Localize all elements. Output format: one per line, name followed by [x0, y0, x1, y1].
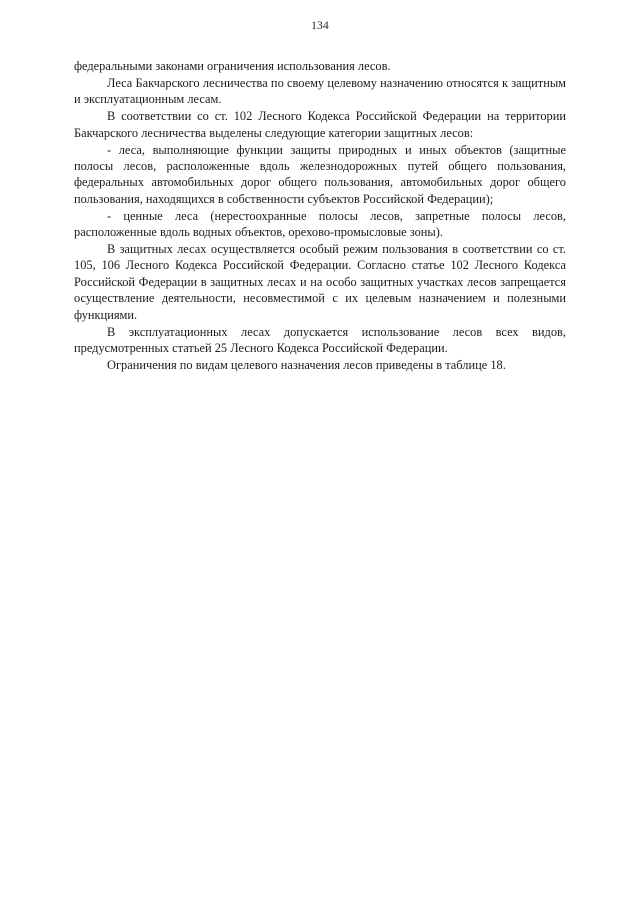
paragraph-8: Ограничения по видам целевого назначения лесов приведены в таблице 18.: [107, 357, 506, 372]
paragraph-2: Леса Бакчарского лесничества по своему целевому назначению относятся к защитным и эксплуатационным лесам.: [74, 75, 566, 107]
paragraph-6: В защитных лесах осуществляется особый режим пользования в соответствии со ст. 105, 106 Лесного Кодекса Российской Федерации. Согласно статье 102 Лесного Кодекса Российской Федерации в защитных лесах и на особо защитных участках лесов запрещается осуществление деятельности, несовместимой с их целевым назначением и полезными функциями.: [74, 241, 566, 322]
paragraph-7: В эксплуатационных лесах допускается использование лесов всех видов, предусмотренных статьей 25 Лесного Кодекса Российской Федерации.: [74, 324, 566, 355]
paragraph-1: федеральными законами ограничения использования лесов.: [74, 59, 391, 73]
document-body: [74, 58, 566, 374]
paragraph-3: В соответствии со ст. 102 Лесного Кодекса Российской Федерации на территории Бакчарского лесничества выделены следующие категории защитных лесов:: [74, 109, 566, 140]
page-number: 134: [311, 20, 329, 32]
paragraph-4-list-item: - леса, выполняющие функции защиты природных и иных объектов (защитные полосы лесов, расположенные вдоль железнодорожных путей общего пользования, федеральных автомобильных дорог общего пользования, автомобильных дорог общего пользования, находящихся в собственности субъектов Российской Федерации);: [74, 142, 566, 206]
paragraph-5-list-item: - ценные леса (нерестоохранные полосы лесов, запретные полосы лесов, расположенные вдоль водных объектов, орехово-промысловые зоны).: [74, 208, 566, 240]
